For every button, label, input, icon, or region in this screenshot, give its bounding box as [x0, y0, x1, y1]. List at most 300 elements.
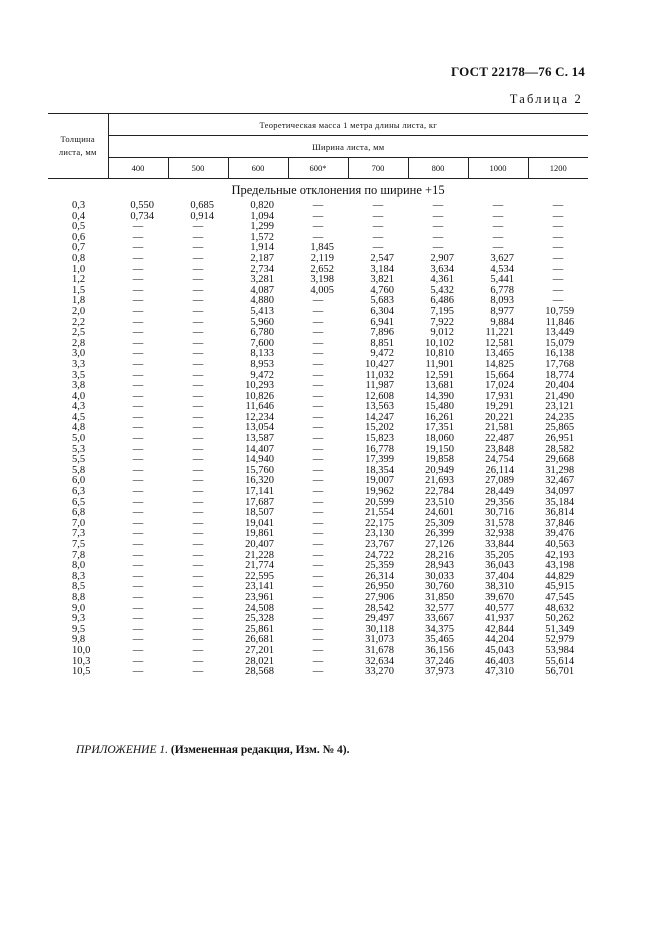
mass-cell: 21,581	[485, 422, 514, 434]
mass-cell: —	[492, 200, 504, 211]
mass-cell: 21,554	[365, 507, 394, 519]
mass-cell: 4,361	[430, 274, 454, 286]
thickness-cell: 5,5	[72, 454, 86, 466]
mass-cell: —	[312, 623, 324, 635]
mass-cell: 23,961	[245, 591, 274, 603]
mass-cell: 24,508	[245, 602, 274, 614]
column-header: 1000	[468, 158, 528, 179]
mass-cell: —	[132, 517, 144, 529]
mass-cell: —	[312, 486, 324, 498]
mass-cell: 37,846	[545, 517, 575, 529]
mass-cell: 25,861	[245, 623, 274, 635]
mass-cell: 34,097	[545, 486, 575, 498]
mass-cell: 5,432	[430, 284, 454, 296]
mass-cell: —	[552, 231, 564, 243]
mass-cell: —	[312, 634, 324, 646]
mass-cell: 1,572	[250, 231, 274, 243]
mass-cell: 18,774	[545, 369, 575, 381]
mass-cell: —	[312, 433, 324, 445]
mass-cell: 35,184	[545, 496, 575, 508]
mass-cell: —	[552, 295, 564, 307]
thickness-cell: 7,3	[72, 528, 86, 540]
weight-table	[48, 113, 588, 678]
mass-cell: —	[132, 305, 144, 317]
mass-cell: —	[312, 358, 324, 370]
mass-cell: 11,901	[425, 358, 454, 370]
mass-cell: 27,201	[245, 644, 274, 656]
mass-cell: 5,683	[370, 295, 394, 307]
mass-cell: 41,937	[485, 613, 514, 625]
mass-cell: 25,309	[425, 517, 454, 529]
mass-cell: —	[132, 263, 144, 275]
mass-cell: —	[492, 242, 504, 254]
mass-cell: —	[132, 475, 144, 487]
mass-cell: 56,701	[545, 666, 575, 678]
mass-cell: —	[132, 369, 144, 381]
mass-cell: 32,467	[545, 475, 575, 487]
mass-cell: —	[312, 327, 324, 339]
mass-cell: —	[312, 305, 324, 317]
mass-cell: 3,184	[370, 263, 394, 275]
mass-cell: 19,041	[245, 517, 274, 529]
mass-cell: —	[132, 380, 144, 392]
mass-cell: —	[312, 210, 324, 222]
mass-cell: 1,914	[250, 242, 274, 254]
mass-cell: —	[312, 231, 324, 243]
mass-cell: —	[132, 591, 144, 603]
mass-cell: 1,845	[310, 242, 334, 254]
mass-cell: —	[312, 200, 324, 211]
mass-cell: —	[192, 655, 204, 667]
mass-cell: —	[192, 231, 204, 243]
mass-cell: 25,865	[545, 422, 575, 434]
mass-cell: 15,202	[365, 422, 394, 434]
mass-cell: 20,949	[425, 464, 454, 476]
thickness-cell: 2,0	[72, 305, 86, 317]
mass-cell: 10,293	[245, 380, 274, 392]
thickness-cell: 4,5	[72, 411, 86, 423]
mass-cell: 7,922	[430, 316, 454, 328]
mass-cell: —	[132, 549, 144, 561]
mass-cell: 44,204	[485, 634, 514, 646]
mass-cell: 19,291	[485, 401, 514, 413]
table-row	[48, 307, 588, 318]
thickness-cell: 2,5	[72, 327, 86, 339]
mass-cell: 8,133	[250, 348, 274, 360]
mass-cell: 5,413	[250, 305, 274, 317]
mass-cell: —	[312, 475, 324, 487]
mass-cell: 2,734	[250, 263, 274, 275]
mass-cell: 34,375	[425, 623, 454, 635]
mass-cell: 12,608	[365, 390, 394, 402]
mass-cell: 4,760	[370, 284, 394, 296]
mass-cell: 17,399	[365, 454, 394, 466]
thickness-cell: 7,8	[72, 549, 86, 561]
mass-cell: 23,767	[365, 539, 394, 550]
mass-cell: —	[492, 210, 504, 222]
mass-cell: 22,175	[365, 517, 394, 529]
thickness-cell: 9,3	[72, 613, 86, 625]
mass-cell: 42,193	[545, 549, 575, 561]
mass-cell: 15,664	[485, 369, 514, 381]
mass-cell: —	[132, 433, 144, 445]
mass-cell: —	[132, 560, 144, 572]
mass-header: Теоретическая масса 1 метра длины листа, кг	[108, 114, 588, 136]
mass-cell: —	[132, 602, 144, 614]
mass-cell: —	[192, 295, 204, 307]
mass-cell: 26,950	[365, 581, 394, 593]
mass-cell: —	[132, 443, 144, 455]
mass-cell: —	[192, 570, 204, 582]
mass-cell: —	[312, 602, 324, 614]
mass-cell: —	[312, 337, 324, 349]
mass-cell: —	[132, 634, 144, 646]
mass-cell: —	[312, 655, 324, 667]
thickness-cell: 0,4	[72, 210, 86, 222]
mass-cell: 3,821	[370, 274, 394, 286]
thickness-cell: 1,8	[72, 295, 86, 307]
mass-cell: —	[312, 560, 324, 572]
mass-cell: 13,054	[245, 422, 274, 434]
mass-cell: 2,547	[370, 252, 394, 264]
mass-cell: 31,578	[485, 517, 514, 529]
mass-cell: 42,844	[485, 623, 514, 635]
mass-cell: —	[432, 242, 444, 254]
mass-cell: 9,012	[430, 327, 454, 339]
mass-cell: 28,449	[485, 486, 514, 498]
mass-cell: 6,486	[430, 295, 454, 307]
mass-cell: 1,299	[250, 221, 274, 233]
mass-cell: —	[312, 422, 324, 434]
mass-cell: 32,577	[425, 602, 454, 614]
mass-cell: —	[312, 496, 324, 508]
mass-cell: 29,497	[365, 613, 394, 625]
mass-cell: 18,060	[425, 433, 454, 445]
mass-cell: —	[312, 295, 324, 307]
mass-cell: 37,973	[425, 666, 454, 678]
mass-cell: —	[312, 591, 324, 603]
mass-cell: 50,262	[545, 613, 575, 625]
mass-cell: 25,359	[365, 560, 394, 572]
thickness-cell: 0,8	[72, 252, 86, 264]
mass-cell: —	[492, 221, 504, 233]
mass-cell: —	[192, 242, 204, 254]
mass-cell: 13,465	[485, 348, 514, 360]
mass-cell: 15,823	[365, 433, 394, 445]
mass-cell: —	[192, 644, 204, 656]
mass-cell: —	[312, 443, 324, 455]
thickness-cell: 4,8	[72, 422, 86, 434]
mass-cell: 0,685	[190, 200, 214, 211]
mass-cell: 26,681	[245, 634, 274, 646]
thickness-cell: 1,5	[72, 284, 86, 296]
mass-cell: 21,693	[425, 475, 454, 487]
mass-cell: —	[132, 348, 144, 360]
mass-cell: 27,126	[425, 539, 454, 550]
mass-cell: 20,221	[485, 411, 514, 423]
mass-cell: —	[312, 517, 324, 529]
thickness-cell: 3,3	[72, 358, 86, 370]
mass-cell: 23,848	[485, 443, 514, 455]
mass-cell: 28,542	[365, 602, 394, 614]
thickness-cell: 10,0	[72, 644, 91, 656]
mass-cell: —	[132, 390, 144, 402]
mass-cell: 26,399	[425, 528, 454, 540]
mass-cell: 11,987	[365, 380, 394, 392]
mass-cell: 35,465	[425, 634, 454, 646]
mass-cell: —	[192, 284, 204, 296]
mass-cell: 14,247	[365, 411, 394, 423]
mass-cell: 3,634	[430, 263, 454, 275]
mass-cell: 10,810	[425, 348, 454, 360]
mass-cell: —	[192, 591, 204, 603]
thickness-cell: 10,5	[72, 666, 91, 678]
mass-cell: 15,760	[245, 464, 274, 476]
mass-cell: 24,601	[425, 507, 454, 519]
mass-cell: —	[192, 623, 204, 635]
mass-cell: 7,896	[370, 327, 394, 339]
mass-cell: —	[192, 252, 204, 264]
column-header: 700	[348, 158, 408, 179]
table-row	[48, 201, 588, 212]
mass-cell: —	[312, 369, 324, 381]
page-header: ГОСТ 22178—76 С. 14	[451, 64, 585, 79]
mass-cell: 16,261	[425, 411, 454, 423]
mass-cell: —	[192, 581, 204, 593]
mass-cell: 13,563	[365, 401, 394, 413]
mass-cell: —	[192, 411, 204, 423]
mass-cell: —	[192, 475, 204, 487]
mass-cell: 9,884	[490, 316, 514, 328]
mass-cell: 30,118	[365, 623, 394, 635]
mass-cell: —	[552, 242, 564, 254]
thickness-cell: 8,8	[72, 591, 86, 603]
mass-cell: 28,216	[425, 549, 454, 561]
mass-cell: —	[132, 655, 144, 667]
column-header: 600*	[288, 158, 348, 179]
mass-cell: 3,198	[310, 274, 334, 286]
mass-cell: 21,490	[545, 390, 575, 402]
thickness-cell: 10,3	[72, 655, 91, 667]
thickness-cell: 4,3	[72, 401, 86, 413]
thickness-cell: 0,7	[72, 242, 86, 254]
mass-cell: —	[192, 443, 204, 455]
mass-cell: 10,427	[365, 358, 394, 370]
mass-cell: 6,304	[370, 305, 394, 317]
mass-cell: —	[192, 327, 204, 339]
mass-cell: —	[132, 581, 144, 593]
mass-cell: 28,568	[245, 666, 274, 678]
mass-cell: 13,681	[425, 380, 454, 392]
mass-cell: 35,205	[485, 549, 514, 561]
thickness-cell: 8,3	[72, 570, 86, 582]
mass-cell: —	[132, 252, 144, 264]
thickness-cell: 0,6	[72, 231, 86, 243]
mass-cell: 4,005	[310, 284, 334, 296]
mass-cell: —	[312, 539, 324, 550]
mass-cell: 19,007	[365, 475, 394, 487]
mass-cell: —	[552, 274, 564, 286]
mass-cell: 28,021	[245, 655, 274, 667]
mass-cell: 36,814	[545, 507, 575, 519]
mass-cell: —	[132, 242, 144, 254]
mass-cell: —	[312, 464, 324, 476]
footnote	[76, 744, 350, 756]
mass-cell: —	[132, 358, 144, 370]
mass-cell: 33,844	[485, 539, 514, 550]
mass-cell: 12,591	[425, 369, 454, 381]
width-header: Ширина листа, мм	[108, 136, 588, 158]
thickness-cell: 3,5	[72, 369, 86, 381]
mass-cell: 43,198	[545, 560, 575, 572]
mass-cell: 32,634	[365, 655, 394, 667]
mass-cell: —	[132, 422, 144, 434]
thickness-cell: 4,0	[72, 390, 86, 402]
thickness-cell: 0,5	[72, 221, 86, 233]
mass-cell: —	[192, 401, 204, 413]
thickness-cell: 7,0	[72, 517, 86, 529]
mass-cell: 14,825	[485, 358, 514, 370]
mass-cell: —	[192, 337, 204, 349]
mass-cell: —	[132, 570, 144, 582]
mass-cell: 40,577	[485, 602, 514, 614]
mass-cell: —	[132, 539, 144, 550]
mass-cell: 4,880	[250, 295, 274, 307]
mass-cell: —	[372, 200, 384, 211]
mass-cell: 45,043	[485, 644, 514, 656]
mass-cell: 17,687	[245, 496, 274, 508]
mass-cell: 23,141	[245, 581, 274, 593]
mass-cell: 40,563	[545, 539, 575, 550]
mass-cell: —	[552, 210, 564, 222]
mass-cell: 39,670	[485, 591, 514, 603]
thickness-cell: 7,5	[72, 539, 86, 550]
mass-cell: —	[132, 528, 144, 540]
mass-cell: —	[372, 210, 384, 222]
footnote-revision: (Измененная редакция, Изм. № 4).	[170, 744, 350, 756]
mass-cell: 47,545	[545, 591, 575, 603]
mass-cell: 6,941	[370, 316, 394, 328]
mass-cell: 15,480	[425, 401, 454, 413]
mass-cell: 30,716	[485, 507, 514, 519]
mass-cell: 36,156	[425, 644, 454, 656]
mass-cell: —	[132, 496, 144, 508]
mass-cell: —	[132, 486, 144, 498]
mass-cell: 31,073	[365, 634, 394, 646]
mass-cell: 33,270	[365, 666, 394, 678]
mass-cell: 31,298	[545, 464, 575, 476]
thickness-cell: 9,5	[72, 623, 86, 635]
mass-cell: 21,774	[245, 560, 274, 572]
mass-cell: —	[132, 401, 144, 413]
mass-cell: —	[552, 221, 564, 233]
mass-cell: 12,581	[485, 337, 514, 349]
mass-cell: 0,914	[190, 210, 214, 222]
mass-cell: 23,510	[425, 496, 454, 508]
mass-cell: —	[312, 507, 324, 519]
mass-cell: 28,582	[545, 443, 575, 455]
mass-cell: 14,940	[245, 454, 274, 466]
mass-cell: 17,024	[485, 380, 514, 392]
mass-cell: 12,234	[245, 411, 274, 423]
thickness-cell: 2,2	[72, 316, 86, 328]
mass-cell: 32,938	[485, 528, 514, 540]
mass-cell: —	[192, 560, 204, 572]
mass-cell: —	[192, 380, 204, 392]
mass-cell: 2,652	[310, 263, 334, 275]
mass-cell: —	[312, 221, 324, 233]
mass-cell: 11,646	[245, 401, 274, 413]
mass-cell: —	[432, 231, 444, 243]
mass-cell: —	[192, 528, 204, 540]
mass-cell: 27,906	[365, 591, 394, 603]
mass-cell: —	[192, 390, 204, 402]
mass-cell: —	[192, 613, 204, 625]
mass-cell: 30,760	[425, 581, 454, 593]
mass-cell: 44,829	[545, 570, 575, 582]
mass-cell: 7,600	[250, 337, 274, 349]
mass-cell: —	[192, 486, 204, 498]
mass-cell: —	[192, 263, 204, 275]
mass-cell: 21,228	[245, 549, 274, 561]
mass-cell: —	[312, 380, 324, 392]
thickness-cell: 6,0	[72, 475, 86, 487]
mass-cell: —	[312, 570, 324, 582]
mass-cell: 45,915	[545, 581, 575, 593]
mass-cell: 25,328	[245, 613, 274, 625]
mass-cell: 16,138	[545, 348, 575, 360]
mass-cell: 51,349	[545, 623, 575, 635]
mass-cell: —	[372, 242, 384, 254]
mass-cell: 26,314	[365, 570, 394, 582]
thickness-cell: 5,3	[72, 443, 86, 455]
mass-cell: 2,187	[250, 252, 274, 264]
thickness-cell: 2,8	[72, 337, 86, 349]
mass-cell: 19,150	[425, 443, 454, 455]
mass-cell: 8,977	[490, 305, 514, 317]
column-header: 500	[168, 158, 228, 179]
mass-cell: —	[132, 274, 144, 286]
mass-cell: 20,407	[245, 539, 274, 550]
mass-cell: 38,310	[485, 581, 514, 593]
mass-cell: —	[192, 305, 204, 317]
mass-cell: 27,089	[485, 475, 514, 487]
thickness-cell: 9,8	[72, 634, 86, 646]
mass-cell: 48,632	[545, 602, 575, 614]
mass-cell: —	[132, 644, 144, 656]
thickness-cell: 1,2	[72, 274, 86, 286]
mass-cell: 7,195	[430, 305, 454, 317]
mass-cell: —	[192, 221, 204, 233]
mass-cell: —	[192, 316, 204, 328]
mass-cell: 17,351	[425, 422, 454, 434]
mass-cell: —	[192, 602, 204, 614]
mass-cell: —	[432, 210, 444, 222]
mass-cell: 22,784	[425, 486, 454, 498]
thickness-cell: 6,5	[72, 496, 86, 508]
mass-cell: 24,722	[365, 549, 394, 561]
mass-cell: —	[312, 549, 324, 561]
mass-cell: 28,943	[425, 560, 454, 572]
mass-cell: 2,907	[430, 252, 454, 264]
column-header: 800	[408, 158, 468, 179]
mass-cell: —	[192, 539, 204, 550]
mass-cell: 22,487	[485, 433, 514, 445]
mass-cell: 39,476	[545, 528, 575, 540]
mass-cell: 4,087	[250, 284, 274, 296]
mass-cell: 22,595	[245, 570, 274, 582]
mass-cell: 53,984	[545, 644, 575, 656]
